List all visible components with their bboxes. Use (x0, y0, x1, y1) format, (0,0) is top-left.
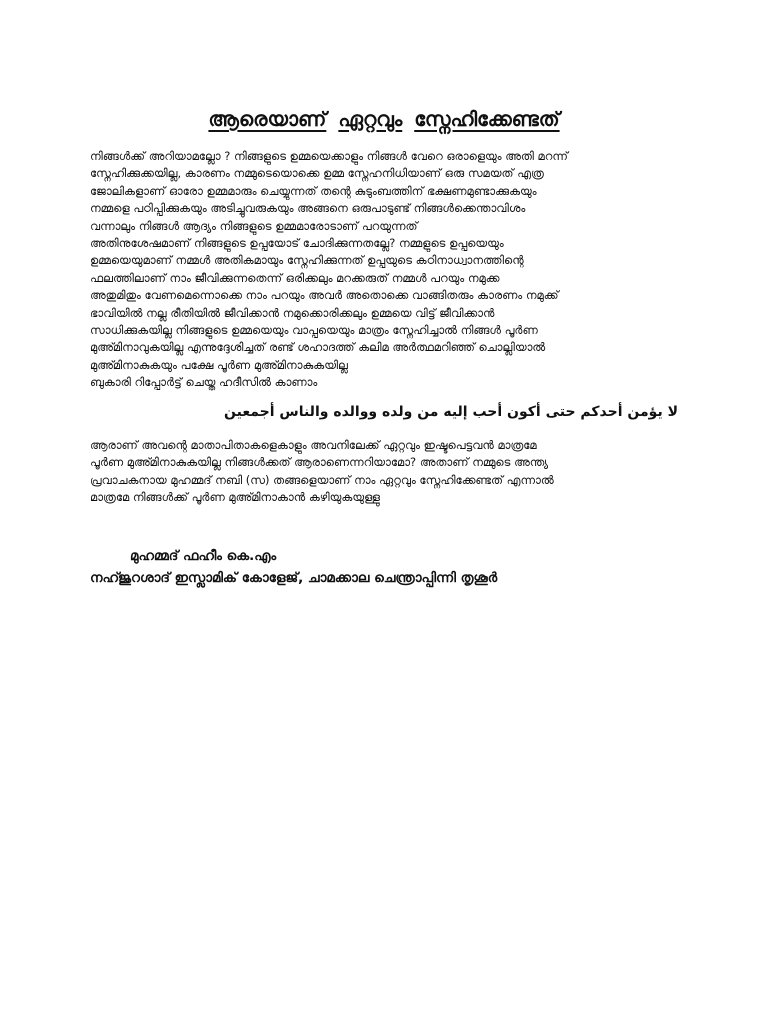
paragraph-conclusion (90, 437, 690, 507)
text-line: ജോലികളാണ് ഓരോ ഉമ്മമാരും ചെയ്യുന്നത് തന്റെ കുടുംബത്തിന് ഭക്ഷണമുണ്ടാക്കുകയും (90, 183, 537, 198)
text-line: ഫലത്തിലാണ് നാം ജീവിക്കുന്നതെന്ന് ഒരിക്കലും മറക്കരുത് നമ്മൾ പറയും നമുക്ക (90, 270, 500, 285)
paragraph-intro (90, 148, 690, 392)
text-line: മുഅ്മിനാവുകയില്ല എന്നുദ്ദേശിച്ചത് രണ്ട് ശഹാദത്ത് കലിമ അർത്ഥമറിഞ്ഞ് ചൊല്ലിയാൽ (90, 340, 546, 355)
title-word-1: ആരെയാണ് (208, 107, 327, 131)
author-name: മുഹമ്മദ് ഫഹീം കെ.എം (130, 548, 277, 564)
text-line: ഭാവിയിൽ നല്ല രീതിയിൽ ജീവിക്കാൻ നമുക്കൊരിക്കലും ഉമ്മയെ വിട്ട് ജീവിക്കാൻ (90, 305, 495, 320)
author-institution: നഹ്ജുറശാദ് ഇസ്ലാമിക് കോളേജ്, ചാമക്കാല ചെന്ത്രാപ്പിന്നി തൃശൂർ (90, 570, 498, 586)
text-line: സ്നേഹിക്കുക്കയില്ല, കാരണം നമ്മുടെയൊക്കെ ഉമ്മ സ്നേഹനിധിയാണ് ഒരു സമയത് എത്ര (90, 166, 544, 181)
text-line: അതുമിതും വേണമെന്നൊക്കെ നാം പറയും അവർ അതൊക്കെ വാങ്ങിതരും കാരണം നമുക്ക് (90, 288, 559, 303)
arabic-hadith-quote: لا يؤمن أحدكم حتى أكون أحب إليه من ولده ووالده والناس أجمعين (224, 404, 678, 420)
text-line: ബുകാരി റിപ്പോർട്ട് ചെയ്ത ഹദീസിൽ കാണാം (90, 375, 318, 390)
text-line: പൂർണ മുഅ്മിനാകുകയില്ല നിങ്ങൾക്കത് ആരാണെന്നറിയാമോ? അതാണ് നമ്മുടെ അന്ത്യ (90, 455, 549, 470)
text-line: നമ്മളെ പഠിപ്പിക്കുകയും അടിച്ചുവരുകയും അങ്ങനെ ഒരുപാടുണ്ട് നിങ്ങൾക്കെന്താവിശം (90, 201, 526, 216)
title-word-3: സ്നേഹിക്കേണ്ടത് (414, 107, 560, 131)
title-word-2: ഏറ്റവും (338, 107, 403, 131)
text-line: സാധിക്കുകയില്ല നിങ്ങളുടെ ഉമ്മയെയും വാപ്പയെയും മാത്രം സ്നേഹിച്ചാൽ നിങ്ങൾ പൂർണ (90, 323, 538, 338)
text-line: മുഅ്മിനാകുകയും പക്ഷേ പൂർണ മുഅ്മിനാകുകയില്ല (90, 357, 348, 372)
text-line: അതിനുശേഷമാണ് നിങ്ങളുടെ ഉപ്പയോട് ചോദിക്കുന്നതല്ലേ? നമ്മളുടെ ഉപ്പയെയും (90, 236, 504, 251)
text-line: മാത്രമേ നിങ്ങൾക്ക് പൂർണ മുഅ്മിനാകാൻ കഴിയുകയുള്ളു (90, 490, 381, 505)
text-line: പ്രവാചകനായ മുഹമ്മദ് നബി (സ) തങ്ങളെയാണ് നാം ഏറ്റവും സ്നേഹിക്കേണ്ടത് എന്നാൽ (90, 472, 554, 487)
text-line: ഉമ്മയെയുമാണ് നമ്മൾ അതികമായും സ്നേഹിക്കുന്നത് ഉപ്പയുടെ കഠിനാധ്വാനത്തിന്റെ (90, 253, 524, 268)
text-line: നിങ്ങൾക്ക് അറിയാമല്ലോ ? നിങ്ങളുടെ ഉമ്മയെക്കാളും നിങ്ങൾ വേറെ ഒരാളെയും അതി മറന്ന് (90, 149, 568, 163)
page-title (0, 104, 768, 134)
text-line: ആരാണ് അവന്റെ മാതാപിതാകളെകാളും അവനിലേക്ക് ഏറ്റവും ഇഷ്ടപെട്ടവൻ മാത്രമേ (90, 438, 537, 452)
text-line: വന്നാലും നിങ്ങൾ ആദ്യം നിങ്ങളുടെ ഉമ്മമാരോടാണ് പറയുന്നത് (90, 218, 418, 233)
